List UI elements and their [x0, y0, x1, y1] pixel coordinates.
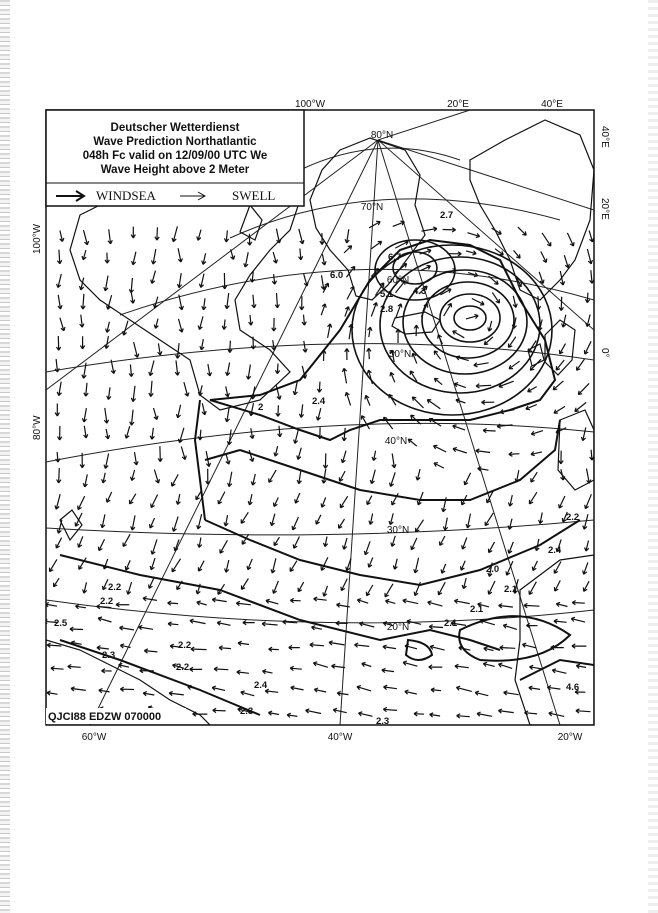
wave-height-label: 2.3: [102, 650, 116, 661]
wave-height-label: 2.3: [240, 706, 254, 717]
wave-height-label: 2.4: [254, 680, 268, 691]
wave-height-label: 5.1: [380, 289, 394, 300]
wave-height-label: 2.4: [548, 545, 562, 556]
right-label-0: 0°: [599, 348, 610, 358]
title-line-1: Deutscher Wetterdienst: [110, 122, 240, 134]
lat-label-40n: 40°N: [384, 436, 408, 447]
title-box: [46, 110, 304, 206]
wave-height-label: 2.3: [376, 716, 390, 727]
bottom-label-40w: 40°W: [327, 732, 353, 743]
top-label-100w: 100°W: [294, 99, 326, 110]
wave-height-label: 2.2: [178, 640, 192, 651]
left-label-80w: 80°W: [32, 415, 43, 440]
right-label-40e: 40°E: [599, 126, 610, 148]
right-label-20e: 20°E: [599, 198, 610, 220]
lat-label-30n: 30°N: [386, 525, 410, 536]
lat-label-50n: 50°N: [388, 349, 412, 360]
title-line-2: Wave Prediction Northatlantic: [93, 136, 257, 148]
wave-height-label: 2.8: [380, 304, 394, 315]
bottom-label-20w: 20°W: [557, 732, 583, 743]
bulletin-identifier: QJCI88 EDZW 070000: [48, 711, 162, 723]
wave-height-label: 6.0: [330, 270, 344, 281]
wave-height-label: 2.1: [470, 604, 484, 615]
wave-height-label: 4.3: [413, 286, 427, 297]
wave-height-label: 6.7: [388, 252, 402, 263]
wave-height-label: 2.1: [504, 584, 518, 595]
top-label-20e: 20°E: [447, 99, 469, 110]
wave-height-label: 2.2: [108, 582, 122, 593]
bottom-label-60w: 60°W: [81, 732, 107, 743]
title-line-4: Wave Height above 2 Meter: [100, 164, 250, 176]
lat-label-60n: 60°N: [386, 275, 410, 286]
wave-height-label: 2.2: [100, 596, 114, 607]
wave-height-label: 2.7: [440, 210, 454, 221]
left-label-100w: 100°W: [32, 223, 43, 254]
legend-windsea-label: WINDSEA: [96, 188, 156, 203]
wave-height-label: 2.2: [566, 512, 580, 523]
wave-height-label: 2.1: [444, 618, 458, 629]
wave-height-label: 2.2: [176, 662, 190, 673]
title-line-3: 048h Fc valid on 12/09/00 UTC We: [82, 150, 268, 162]
legend-swell-label: SWELL: [232, 188, 276, 203]
lat-label-70n: 70°N: [360, 202, 384, 213]
wave-height-label: 2.5: [54, 618, 68, 629]
wave-height-label: 2.0: [486, 564, 500, 575]
lat-label-80n: 80°N: [370, 130, 394, 141]
top-label-40e: 40°E: [541, 99, 563, 110]
wave-height-label: 4.6: [566, 682, 580, 693]
lat-label-20n: 20°N: [386, 622, 410, 633]
wave-height-label: 2.4: [312, 396, 326, 407]
wave-height-label: 2: [258, 402, 264, 413]
